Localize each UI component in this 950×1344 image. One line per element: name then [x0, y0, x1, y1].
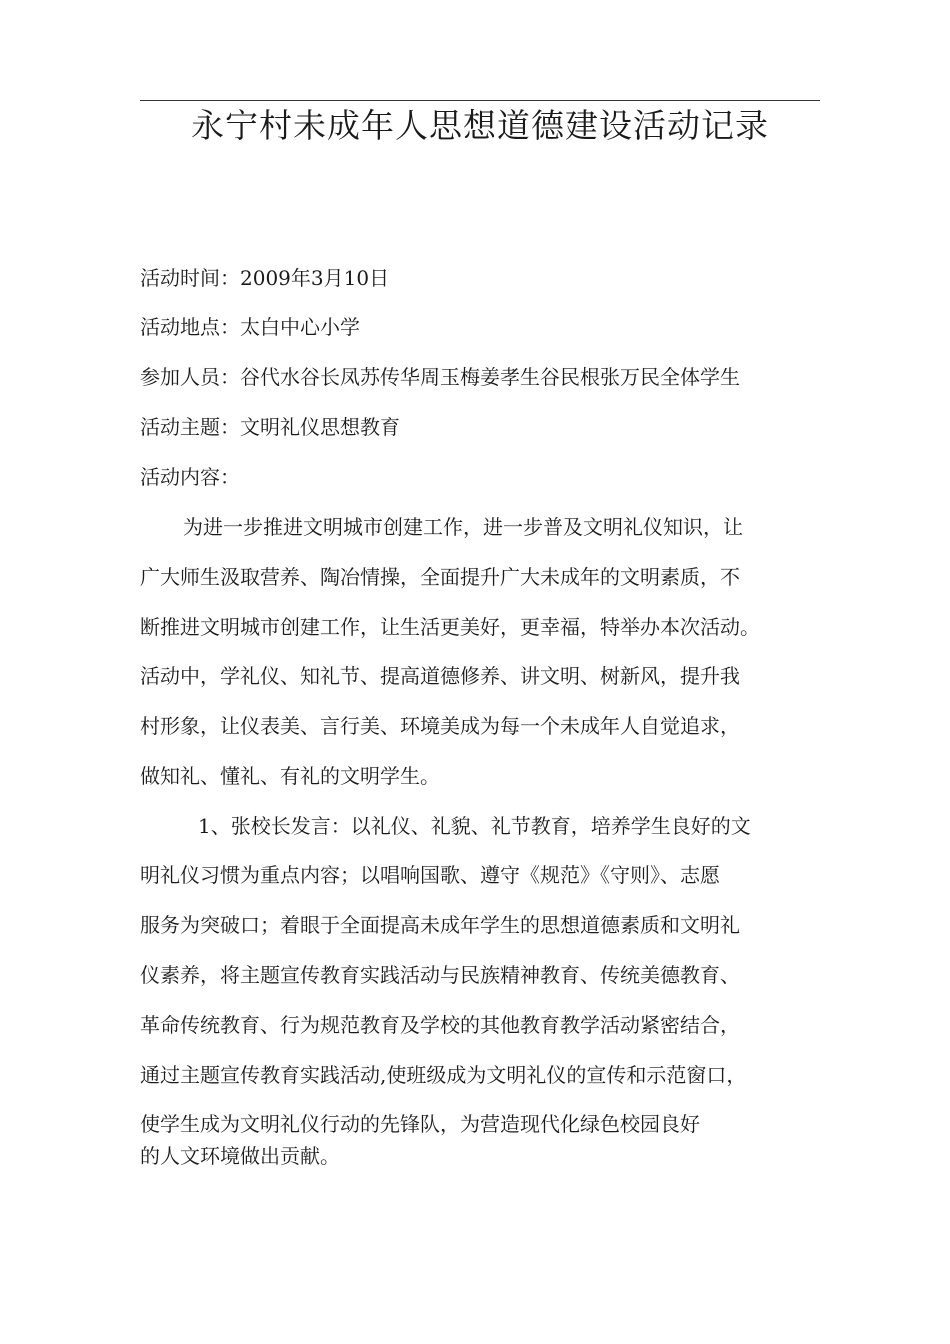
- paragraph1-line: 为进一步推进文明城市创建工作，进一步普及文明礼仪知识，让: [183, 515, 743, 539]
- paragraph2-line: 1、张校长发言：以礼仪、礼貌、礼节教育，培养学生良好的文: [198, 814, 751, 838]
- paragraph1-line: 断推进文明城市创建工作，让生活更美好，更幸福，特举办本次活动。: [140, 615, 760, 639]
- activity-participants: 参加人员：谷代水谷长凤苏传华周玉梅姜孝生谷民根张万民全体学生: [140, 365, 740, 389]
- activity-content-label: 活动内容：: [140, 465, 240, 489]
- paragraph2-line: 的人文环境做出贡献。: [140, 1144, 340, 1168]
- activity-place: 活动地点：太白中心小学: [140, 315, 360, 339]
- paragraph2-line: 使学生成为文明礼仪行动的先锋队，为营造现代化绿色校园良好: [140, 1112, 700, 1136]
- paragraph2-line: 服务为突破口；着眼于全面提高未成年学生的思想道德素质和文明礼: [140, 913, 740, 937]
- header-rule: [140, 100, 820, 101]
- activity-time: 活动时间：2009年3月10日: [140, 266, 390, 290]
- paragraph2-line: 仪素养，将主题宣传教育实践活动与民族精神教育、传统美德教育、: [140, 963, 740, 987]
- paragraph2-line: 明礼仪习惯为重点内容；以唱响国歌、遵守《规范》《守则》、志愿: [140, 863, 720, 887]
- paragraph1-line: 活动中，学礼仪、知礼节、提高道德修养、讲文明、树新风，提升我: [140, 664, 740, 688]
- activity-theme: 活动主题：文明礼仪思想教育: [140, 415, 400, 439]
- paragraph1-line: 广大师生汲取营养、陶冶情操，全面提升广大未成年的文明素质，不: [140, 565, 740, 589]
- paragraph1-line: 村形象，让仪表美、言行美、环境美成为每一个未成年人自觉追求，: [140, 714, 740, 738]
- document-title: 永宁村未成年人思想道德建设活动记录: [191, 106, 769, 145]
- paragraph1-line: 做知礼、懂礼、有礼的文明学生。: [140, 764, 440, 788]
- paragraph2-line: 通过主题宣传教育实践活动,使班级成为文明礼仪的宣传和示范窗口，: [140, 1063, 747, 1087]
- paragraph2-line: 革命传统教育、行为规范教育及学校的其他教育教学活动紧密结合，: [140, 1013, 740, 1037]
